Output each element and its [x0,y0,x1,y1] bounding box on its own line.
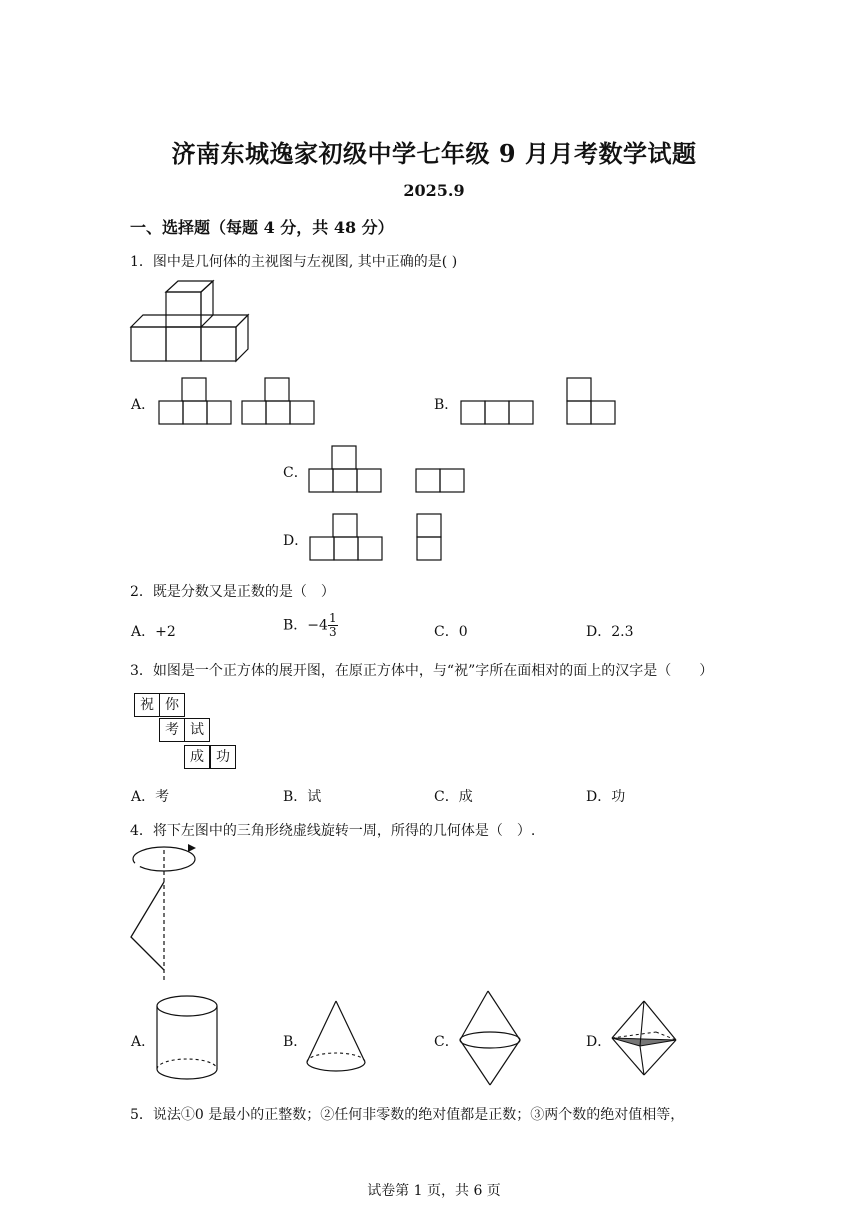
q1-option-d-left-view [416,513,442,561]
q1-option-b-left-view [566,377,616,425]
q4-option-c[interactable]: C． [434,1034,459,1050]
q1-option-a[interactable]: A． [131,397,156,413]
net-cell-gong: 功 [210,745,236,769]
q3-option-a[interactable]: A．考 [131,789,170,805]
q1-option-c-left-view [415,468,465,493]
q2-option-b[interactable] [283,612,338,639]
question-1-text: 1．图中是几何体的主视图与左视图, 其中正确的是( ) [130,254,458,270]
q1-option-b[interactable]: B． [434,397,459,413]
q1-option-c[interactable]: C． [283,465,308,481]
exam-date: 2025.9 [403,181,465,200]
question-5-text: 5．说法①0 是最小的正整数；②任何非零数的绝对值都是正数；③两个数的绝对值相等， [130,1107,685,1123]
q2-option-b-label: B． [283,617,308,634]
question-3-text: 3．如图是一个正方体的展开图，在原正方体中，与“祝”字所在面相对的面上的汉字是（ ） [130,663,714,679]
q1-option-d[interactable]: D． [283,533,309,549]
q4-triangle-rotation-figure [128,842,200,982]
q2-option-b-fraction: $\frac{1}{3}$ [328,611,337,639]
q4-bipyramid-figure [610,1000,678,1076]
q4-cone-figure [306,1000,366,1076]
q4-cylinder-figure [156,995,220,1081]
net-cell-shi: 试 [184,718,210,742]
question-4-text: 4．将下左图中的三角形绕虚线旋转一周，所得的几何体是（ ）. [130,823,536,839]
q4-double-cone-figure [458,990,522,1086]
q4-option-a[interactable]: A． [131,1034,156,1050]
q2-option-a[interactable]: A．+2 [131,624,176,640]
q3-option-d[interactable]: D．功 [586,789,626,805]
q4-option-d[interactable]: D． [586,1034,612,1050]
question-2-text: 2．既是分数又是正数的是（ ） [130,584,335,600]
q2-option-c[interactable]: C．0 [434,624,468,640]
net-cell-ni: 你 [159,693,185,717]
q1-solid-figure [130,280,250,362]
q1-option-a-left-view [241,377,315,425]
q3-option-b[interactable]: B．试 [283,789,322,805]
q2-option-b-whole: −4 [307,617,328,634]
q1-option-d-front-view [309,513,383,561]
q3-option-c[interactable]: C．成 [434,789,473,805]
section-heading: 一、选择题（每题 4 分，共 48 分） [130,218,394,237]
net-cell-cheng: 成 [184,745,210,769]
q2-option-d[interactable]: D．2.3 [586,624,634,640]
page-footer: 试卷第 1 页，共 6 页 [367,1183,501,1199]
page-title: 济南东城逸家初级中学七年级 9 月月考数学试题 [171,139,697,168]
q1-option-b-front-view [460,400,534,425]
net-cell-kao: 考 [159,718,185,742]
q1-option-a-front-view [158,377,232,425]
q4-option-b[interactable]: B． [283,1034,308,1050]
q1-option-c-front-view [308,445,382,493]
net-cell-zhu: 祝 [134,693,160,717]
